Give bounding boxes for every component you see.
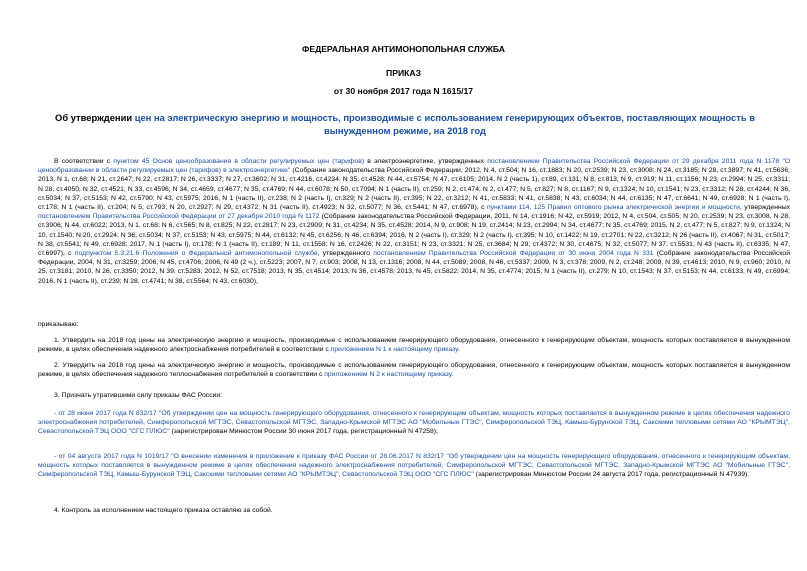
preamble-text-3: (Собрание законодательства Российской Федерации, 2012, N 4, ст.504; N 16, ст.1883; N 20, ст.2539; N 23, ст.3008; N 24, ст.3185; N 28, ст.3897; N 41, ст.5636; 2013, N 1, ст.68; N 21, ст.2647; N 22, ст.2817; N 26, ст.3337; N 27, ст.3602; N 31, ст.4216, ст.4234; N 35, ст.4528; N 44, ст.5754; N 47, ст.6105; 2014, N 2 (часть 1), ст.89, ст.131; N 8, ст.813; N 9, ст.919; N 11, ст.1156; N 23, ст.2994; N 25, ст.3311; N 28, ст.4050; N 32, ст.4521; N 33, ст.4596; N 34, ст.4659, ст.4677; N 35, ст.4769; N 44, ст.6078; N 50, ст.7094; N 1 (часть II), ст.259; N 2, ст.474; N 2, ст.477; N 5, ст.827; N 8, ст.1167; N 9, ст.1324; N 10, ст.1541; N 23, ст.3312; N 28, ст.4244; N 36, ст.5034; N 37, ст.5153; N 42, ст.5790; N 43, ст.5975; 2016, N 1 (часть II), ст.238; N 2 (часть I), ст.329; N 2 (часть II), ст.395; N 22, ст.3212; N 41, ст.5833; N 41, ст.5838; N 43, ст.6034; N 44, ст.6135; N 47, ст.6641; N 49, ст.6928; N 1 (часть I), ст.178; N 1 (часть II), ст.204; N 5, ст.793; N 20, ст.2927; N 29, ст.4372; N 31 (часть II), ст.4923; N 32, ст.5077; N 36, ст.5441; N 47, ст.6978), с [38, 167, 790, 212]
item-1 [38, 336, 790, 354]
repealed-order-2 [38, 452, 790, 480]
repealed-order-1-text: (зарегистрирован Минюстом России 30 июня 2017 года, регистрационный N 47258); [169, 428, 438, 436]
item-2-text: 2. Утвердить на 2018 год цены на электрическую энергию и мощность, производимые с использованием генерирующего оборудования, отнесенного к генерирующим объектам, мощность которых поставляется в вынужденном режиме, в целях обеспечения надежного теплоснабжения потребителей в соответствии с [38, 362, 790, 379]
preamble-text-4: , утвержденных [739, 204, 791, 212]
item-2-appendix-link[interactable]: приложением N 2 к настоящему приказу [324, 371, 452, 379]
document-type: ПРИКАЗ [386, 68, 421, 78]
repealed-order-2-text: (зарегистрирован Минюстом России 24 августа 2017 года, регистрационный N 47939). [473, 471, 750, 479]
item-3 [38, 391, 790, 400]
item-4 [38, 506, 790, 515]
preamble-link-postanovlenie-1178[interactable]: постановлением Правительства Российской Федерации от 29 декабря 2011 года N 1178 "О ценообразовании в области регулируемых цен (тарифов) в электроэнергетике" [38, 158, 791, 175]
item-3-text: 3. Признать утратившими силу приказы ФАС России: [54, 392, 223, 399]
item-1-text: 1. Утвердить на 2018 год цены на электрическую энергию и мощность, производимые с использованием генерирующего оборудования, отнесенного к генерирующим объектам, мощность которых поставляется в вынужденном режиме, в целях обеспечения надежного электроснабжения потребителей в соответствии с [38, 337, 790, 354]
preamble-paragraph [38, 157, 790, 286]
item-1-appendix-link[interactable]: приложением N 1 к настоящему приказу [330, 346, 458, 354]
item-4-text: 4. Контроль за исполнением настоящего приказа оставляю за собой. [54, 507, 273, 514]
repealed-order-1-link[interactable]: - от 28 июня 2017 года N 832/17 "Об утверждении цен на мощность генерирующего оборудования, отнесенного к генерирующим объектам, мощность которых поставляется в вынужденном режиме в целях обеспечения надежного электроснабжения потребителей, Симферопольской МГТЭС, Севастопольской МГТЭС, Западно-Крымской МГТЭС АО "Мобильные ГТЭС", Симферопольской ТЭЦ, Камыш-Бурунской ТЭЦ, Сакскими тепловыми сетями АО "КРЫМТЭЦ", Севастопольской ТЭЦ ООО "СГС ПЛЮС" [38, 410, 790, 436]
item-2-end: . [451, 371, 454, 379]
document-date-number: от 30 ноября 2017 года N 1615/17 [333, 86, 474, 96]
preamble-text-2: в электроэнергетике, утвержденных [364, 158, 488, 165]
agency-name: ФЕДЕРАЛЬНАЯ АНТИМОНОПОЛЬНАЯ СЛУЖБА [302, 44, 505, 54]
repealed-order-1 [38, 409, 790, 437]
preamble-text-6: , утвержденного [317, 250, 374, 258]
preamble-link-osnovy[interactable]: пунктом 45 Основ ценообразования в области регулируемых цен (тарифов) [113, 158, 365, 165]
preamble-text-1: В соответствии с [54, 158, 114, 165]
preamble-link-postanovlenie-1172[interactable]: постановлением Правительства Российской Федерации от 27 декабря 2010 года N 1172 [38, 213, 320, 221]
repealed-order-2-link[interactable]: - от 04 августа 2017 года N 1019/17 "О внесении изменения в приложение к приказу ФАС России от 28.06.2017 N 832/17 "Об утверждении цен на мощность генерирующего оборудования, отнесенного к генерирующим объектам, мощность которых поставляется в вынужденном режиме в целях обеспечения надежного электроснабжения потребителей, Симферопольской МГТЭС, Севастопольской МГТЭС, Западно-Крымской МГТЭС АО "Мобильные ГТЭС", Симферопольской ТЭЦ, Камыш-Бурунской ТЭЦ, Сакскими тепловыми сетями АО "КРЫМТЭЦ", Севастопольской ТЭЦ ООО "СГС ПЛЮС" [38, 453, 790, 479]
title-link[interactable]: цен на электрическую энергию и мощность, производимые с использованием генерирующих объектов, поставляющих мощность в вынужденном режиме, на 2018 год [134, 112, 755, 136]
order-word: приказываю: [38, 321, 79, 328]
preamble-link-postanovlenie-331[interactable]: постановлением Правительства Российской Федерации от 30 июня 2004 года N 331 [373, 250, 654, 258]
item-1-end: . [457, 346, 460, 354]
preamble-text-7: (Собрание законодательства Российской Федерации, 2004, N 31, ст.3259; 2006, N 45, ст.4706; 2006, N 49 (2 ч.), ст.5223; 2007, N 7, ст.903; 2008, N 13, ст.1316; 2008, N 44, ст.5089; 2008, N 46, ст.5337; 2009, N 3, ст.378; 2009, N 2, ст.248; 2009, N 39, ст.4613; 2010, N 9, ст.960; 2010, N 25, ст.3181; 2010, N 26, ст.3350; 2012, N 39, ст.5283; 2012, N 52, ст.7518; 2013, N 35, ст.4514; 2013, N 36, ст.4578; 2013, N 45, ст.5822; 2014, N 35, ст.4774; 2015, N 1 (часть II), ст.279; N 10, ст.1543; N 37, ст.5153; N 44, ст.6133; N 49, ст.6994; 2016, N 1 (часть II), ст.239; N 28, ст.4741; N 38, ст.5564; N 43, ст.6030), [38, 250, 790, 285]
preamble-link-polozhenie[interactable]: подпунктом 5.3.21.6 Положения о Федеральной антимонопольной службе [74, 250, 318, 258]
preamble-text-5: (Собрание законодательства Российской Федерации, 2011, N 14, ст.1916; N 42, ст.5919; 2012, N 4, ст.504, ст.505; N 20, ст.2539; N 23, ст.3008, N 28, ст.3906; N 44, ст.6022; 2013, N 1, ст.68; N 6, ст.565; N 8, ст.825; N 22, ст.2817; N 23, ст.2909; N 31, ст.4234; N 35, ст.4528; 2014, N 9, ст.908; N 19, ст.2414; N 23, ст.2994; N 34, ст.4677; N 35, ст.4769; 2015, N 2, ст.477; N 5, ст.827; N 9, ст.1324; N 10, ст.1540; N 20, ст.2924; N 36, ст.5034; N 37, ст.5153; N 43, ст.5975; N 44, ст.6132; N 45, ст.6256; N 46, ст.6394; 2016, N 2 (часть I), ст.329; N 2 (часть I), ст.395; N 10, ст.1422; N 19, ст.2701; N 22, ст.3212; N 26 (часть II), ст.4067; N 31, ст.5017; N 38, ст.5541; N 49, ст.6928; 2017, N 1 (часть I), ст.178; N 1 (часть II), ст.189; N 11, ст.1558; N 16, ст.2426; N 22, ст.3151; N 23, ст.3321; N 25, ст.3684; N 29, ст.4372; N 30, ст.4675; N 32, ст.5077; N 37, ст.5531; N 43 (часть II), ст.6335; N 47, ст.6997), с [38, 213, 791, 258]
document-title [30, 112, 780, 137]
title-prefix: Об утверждении [55, 112, 135, 123]
item-2 [38, 361, 790, 379]
preamble-link-pravila[interactable]: пунктами 114, 125 Правил оптового рынка электрической энергии и мощности [486, 204, 740, 212]
